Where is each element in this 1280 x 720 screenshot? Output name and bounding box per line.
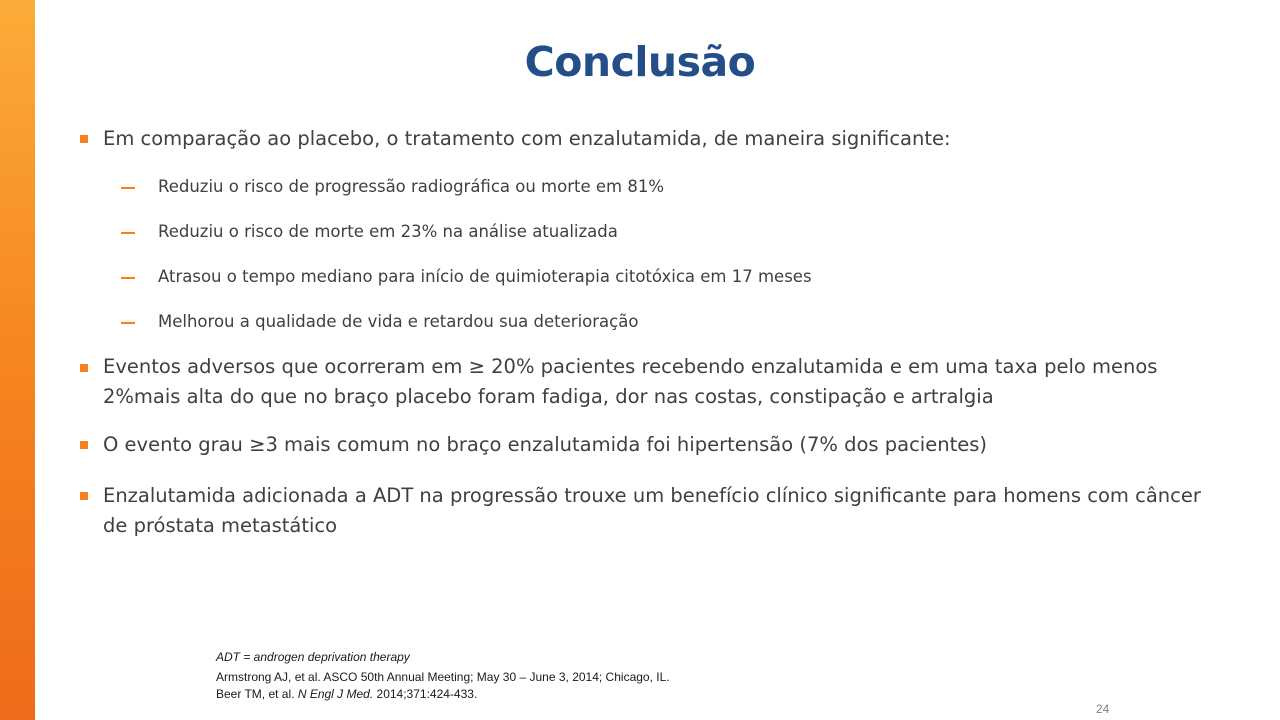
slide-title: Conclusão bbox=[524, 38, 756, 86]
square-bullet-icon bbox=[80, 441, 88, 449]
reference-2-authors: Beer TM, et al. bbox=[216, 687, 298, 701]
square-bullet-icon bbox=[80, 492, 88, 500]
reference-1: Armstrong AJ, et al. ASCO 50th Annual Meeting; May 30 – June 3, 2014; Chicago, IL. bbox=[216, 670, 670, 684]
reference-2-details: 2014;371:424-433. bbox=[373, 687, 478, 701]
page-number: 24 bbox=[1096, 702, 1110, 716]
dash-bullet-icon bbox=[121, 322, 135, 324]
bullet-item: Em comparação ao placebo, o tratamento com enzalutamida, de maneira significante: bbox=[103, 127, 951, 150]
dash-bullet-icon bbox=[121, 277, 135, 279]
sub-bullet-item: Reduziu o risco de morte em 23% na análise atualizada bbox=[158, 222, 618, 241]
bullet-item: Eventos adversos que ocorreram em ≥ 20% pacientes recebendo enzalutamida e em uma taxa pelo menos 2%mais alta do que no braço placebo foram fadiga, dor nas costas, constipação e artralgia bbox=[103, 355, 1158, 408]
square-bullet-icon bbox=[80, 135, 88, 143]
reference-2 bbox=[216, 687, 477, 702]
sub-bullet-item: Reduziu o risco de progressão radiográfica ou morte em 81% bbox=[158, 177, 665, 196]
bullet-item: Enzalutamida adicionada a ADT na progressão trouxe um benefício clínico significante para homens com câncer de próstata metastático bbox=[103, 484, 1201, 537]
abbreviation-footnote: ADT = androgen deprivation therapy bbox=[216, 650, 410, 664]
sub-bullet-item: Melhorou a qualidade de vida e retardou sua deterioração bbox=[158, 312, 639, 331]
sub-bullet-item: Atrasou o tempo mediano para início de quimioterapia citotóxica em 17 meses bbox=[158, 267, 812, 286]
dash-bullet-icon bbox=[121, 232, 135, 234]
bullet-item: O evento grau ≥3 mais comum no braço enzalutamida foi hipertensão (7% dos pacientes) bbox=[103, 433, 987, 456]
reference-2-journal: N Engl J Med. bbox=[297, 687, 374, 701]
dash-bullet-icon bbox=[121, 187, 135, 189]
square-bullet-icon bbox=[80, 364, 88, 372]
